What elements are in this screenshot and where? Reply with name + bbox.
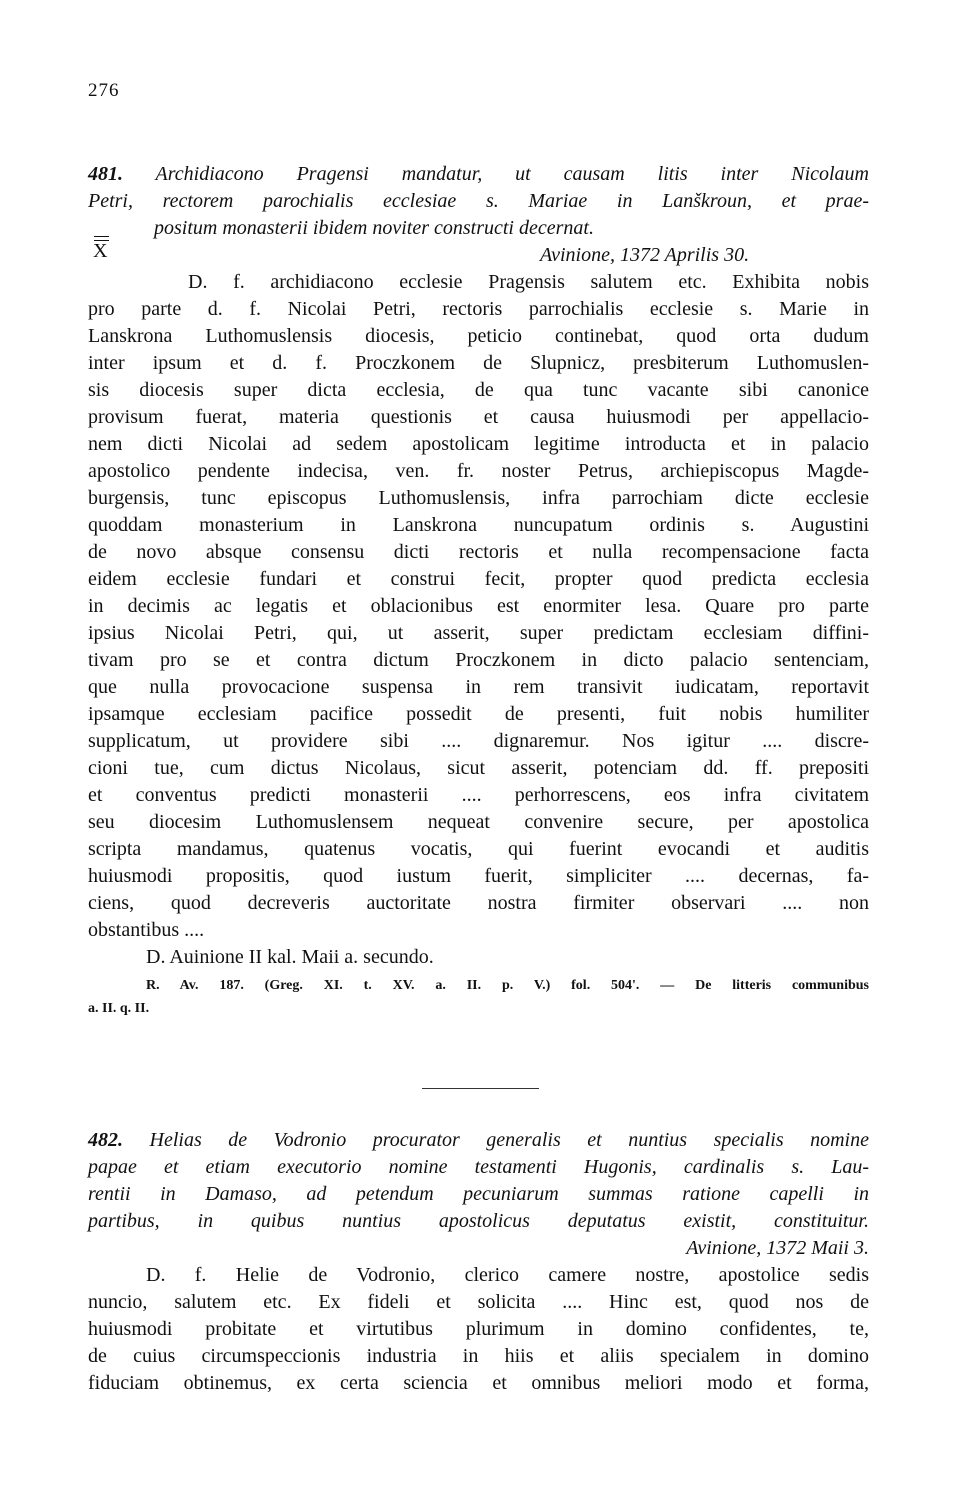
doc481-body-line: ipsamque ecclesiam pacifice possedit de presenti, fuit nobis humiliter bbox=[88, 703, 869, 725]
doc481-body-line: huiusmodi propositis, quod iustum fuerit, simpliciter .... decernas, fa- bbox=[88, 865, 869, 887]
doc482-body-line: de cuius circumspeccionis industria in hiis et aliis specialem in domino bbox=[88, 1345, 869, 1367]
doc481-body-line: apostolico pendente indecisa, ven. fr. noster Petrus, archiepiscopus Magde- bbox=[88, 460, 869, 482]
doc481-body-line: seu diocesim Luthomuslensem nequeat convenire secure, per apostolica bbox=[88, 811, 869, 833]
doc481-body-line: tivam pro se et contra dictum Proczkonem in dicto palacio sentenciam, bbox=[88, 649, 869, 671]
margin-mark-bar bbox=[94, 236, 109, 237]
doc481-body-line: provisum fuerat, materia questionis et causa huiusmodi per appellacio- bbox=[88, 406, 869, 428]
doc481-body-line: sis diocesis super dicta ecclesia, de qua tunc vacante sibi canonice bbox=[88, 379, 869, 401]
doc481-body-line: obstantibus .... bbox=[88, 919, 205, 941]
doc482-heading-line: papae et etiam executorio nomine testamenti Hugonis, cardinalis s. Lau- bbox=[88, 1156, 869, 1178]
doc482-body-line: huiusmodi probitate et virtutibus plurimum in domino confidentes, te, bbox=[88, 1318, 869, 1340]
doc482-heading-line: rentii in Damaso, ad petendum pecuniarum summas ratione capelli in bbox=[88, 1183, 869, 1205]
doc481-body-line: in decimis ac legatis et oblacionibus est enormiter lesa. Quare pro parte bbox=[88, 595, 869, 617]
doc481-body-line: quoddam monasterium in Lanskrona nuncupatum ordinis s. Augustini bbox=[88, 514, 869, 536]
doc482-body-line: fiduciam obtinemus, ex certa sciencia et omnibus meliori modo et forma, bbox=[88, 1372, 869, 1394]
doc481-body-line: Lanskrona Luthomuslensis diocesis, peticio continebat, quod orta dudum bbox=[88, 325, 869, 347]
doc481-body-line: D. f. archidiacono ecclesie Pragensis salutem etc. Exhibita nobis bbox=[188, 271, 869, 293]
doc481-heading-line bbox=[88, 161, 869, 188]
doc481-body-line: eidem ecclesie fundari et construi fecit, propter quod predicta ecclesia bbox=[88, 568, 869, 590]
section-separator bbox=[422, 1088, 539, 1089]
doc481-heading-line: Petri, rectorem parochialis ecclesiae s. Mariae in Lanškroun, et prae- bbox=[88, 190, 869, 212]
doc481-body-line: pro parte d. f. Nicolai Petri, rectoris parrochialis ecclesie s. Marie in bbox=[88, 298, 869, 320]
doc481-body-line: scripta mandamus, quatenus vocatis, qui fuerint evocandi et auditis bbox=[88, 838, 869, 860]
doc481-heading-line: positum monasterii ibidem noviter constructi decernat. bbox=[154, 217, 594, 239]
doc482-date: Avinione, 1372 Maii 3. bbox=[686, 1237, 869, 1259]
doc481-body-line: burgensis, tunc episcopus Luthomuslensis, infra parrochiam dicte ecclesie bbox=[88, 487, 869, 509]
doc481-body-line: de novo absque consensu dicti rectoris et nulla recompensacione facta bbox=[88, 541, 869, 563]
doc481-source-line: R. Av. 187. (Greg. XI. t. XV. a. II. p. V.) fol. 504'. — De litteris communibus bbox=[146, 978, 869, 993]
doc482-heading-line: partibus, in quibus nuntius apostolicus deputatus existit, constituitur. bbox=[88, 1210, 869, 1232]
doc482-body-line: D. f. Helie de Vodronio, clerico camere nostre, apostolice sedis bbox=[146, 1264, 869, 1286]
doc482-heading-text: Helias de Vodronio procurator generalis et nuntius specialis nomine bbox=[149, 1129, 869, 1151]
doc481-number: 481. bbox=[88, 163, 123, 185]
doc482-body-line: nuncio, salutem etc. Ex fideli et solicita .... Hinc est, quod nos de bbox=[88, 1291, 869, 1313]
doc481-body-line: et conventus predicti monasterii .... perhorrescens, eos infra civitatem bbox=[88, 784, 869, 806]
margin-mark: X bbox=[93, 240, 108, 262]
doc482-heading-line bbox=[88, 1127, 869, 1154]
doc481-body-line: que nulla provocacione suspensa in rem transivit iudicatam, reportavit bbox=[88, 676, 869, 698]
doc481-body-line: ipsius Nicolai Petri, qui, ut asserit, super predictam ecclesiam diffini- bbox=[88, 622, 869, 644]
page-number: 276 bbox=[88, 80, 120, 101]
doc481-body-line: inter ipsum et d. f. Proczkonem de Slupnicz, presbiterum Luthomuslen- bbox=[88, 352, 869, 374]
doc481-body-line: nem dicti Nicolai ad sedem apostolicam legitime introducta et in palacio bbox=[88, 433, 869, 455]
doc482-number: 482. bbox=[88, 1129, 123, 1151]
doc481-closing: D. Auinione II kal. Maii a. secundo. bbox=[146, 946, 434, 968]
doc481-date: Avinione, 1372 Aprilis 30. bbox=[540, 244, 750, 266]
doc481-body-line: ciens, quod decreveris auctoritate nostra firmiter observari .... non bbox=[88, 892, 869, 914]
doc481-body-line: supplicatum, ut providere sibi .... dignaremur. Nos igitur .... discre- bbox=[88, 730, 869, 752]
doc481-source-line: a. II. q. II. bbox=[88, 1001, 150, 1016]
doc481-heading-text: Archidiacono Pragensi mandatur, ut causam litis inter Nicolaum bbox=[155, 163, 870, 185]
doc481-body-line: cioni tue, cum dictus Nicolaus, sicut asserit, potenciam dd. ff. prepositi bbox=[88, 757, 869, 779]
